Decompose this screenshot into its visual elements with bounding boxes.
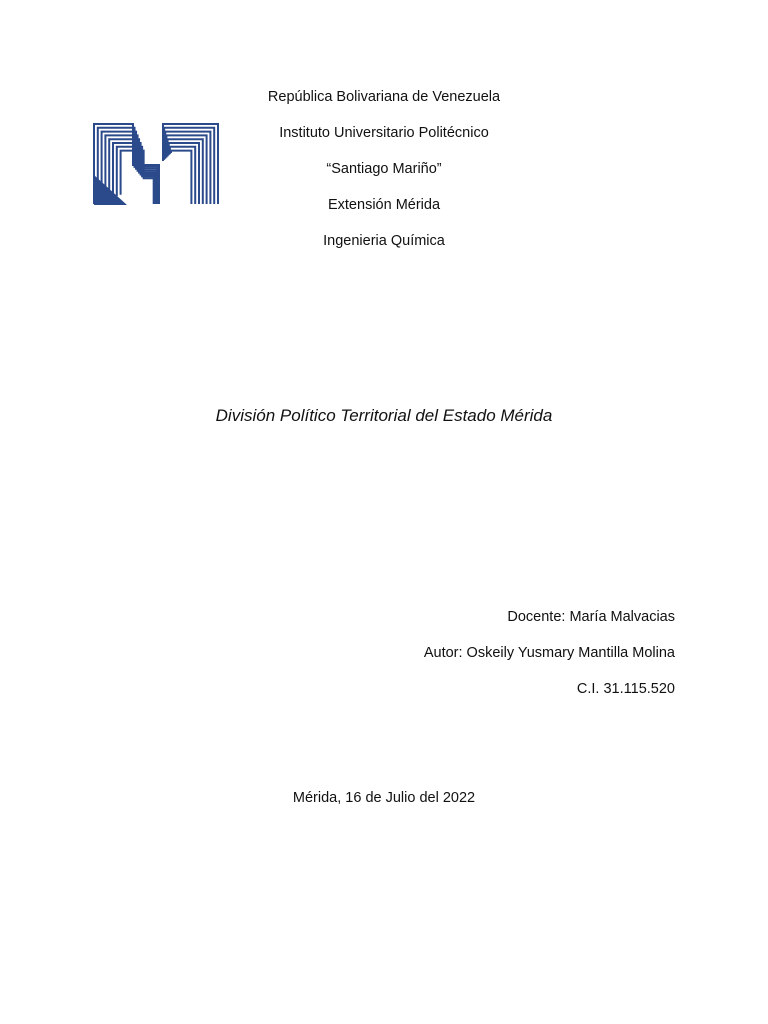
place-date-line: Mérida, 16 de Julio del 2022 [292, 790, 476, 806]
institute-name-line: “Santiago Mariño” [326, 161, 442, 177]
extension-line: Extensión Mérida [327, 197, 441, 213]
document-title: División Político Territorial del Estado Mérida [215, 406, 553, 425]
teacher-line: Docente: María Malvacias [507, 609, 675, 625]
author-line: Autor: Oskeily Yusmary Mantilla Molina [423, 645, 675, 661]
career-line: Ingenieria Química [323, 233, 445, 249]
country-line: República Bolivariana de Venezuela [267, 89, 501, 105]
id-line: C.I. 31.115.520 [576, 681, 675, 697]
institute-line: Instituto Universitario Politécnico [279, 125, 489, 141]
